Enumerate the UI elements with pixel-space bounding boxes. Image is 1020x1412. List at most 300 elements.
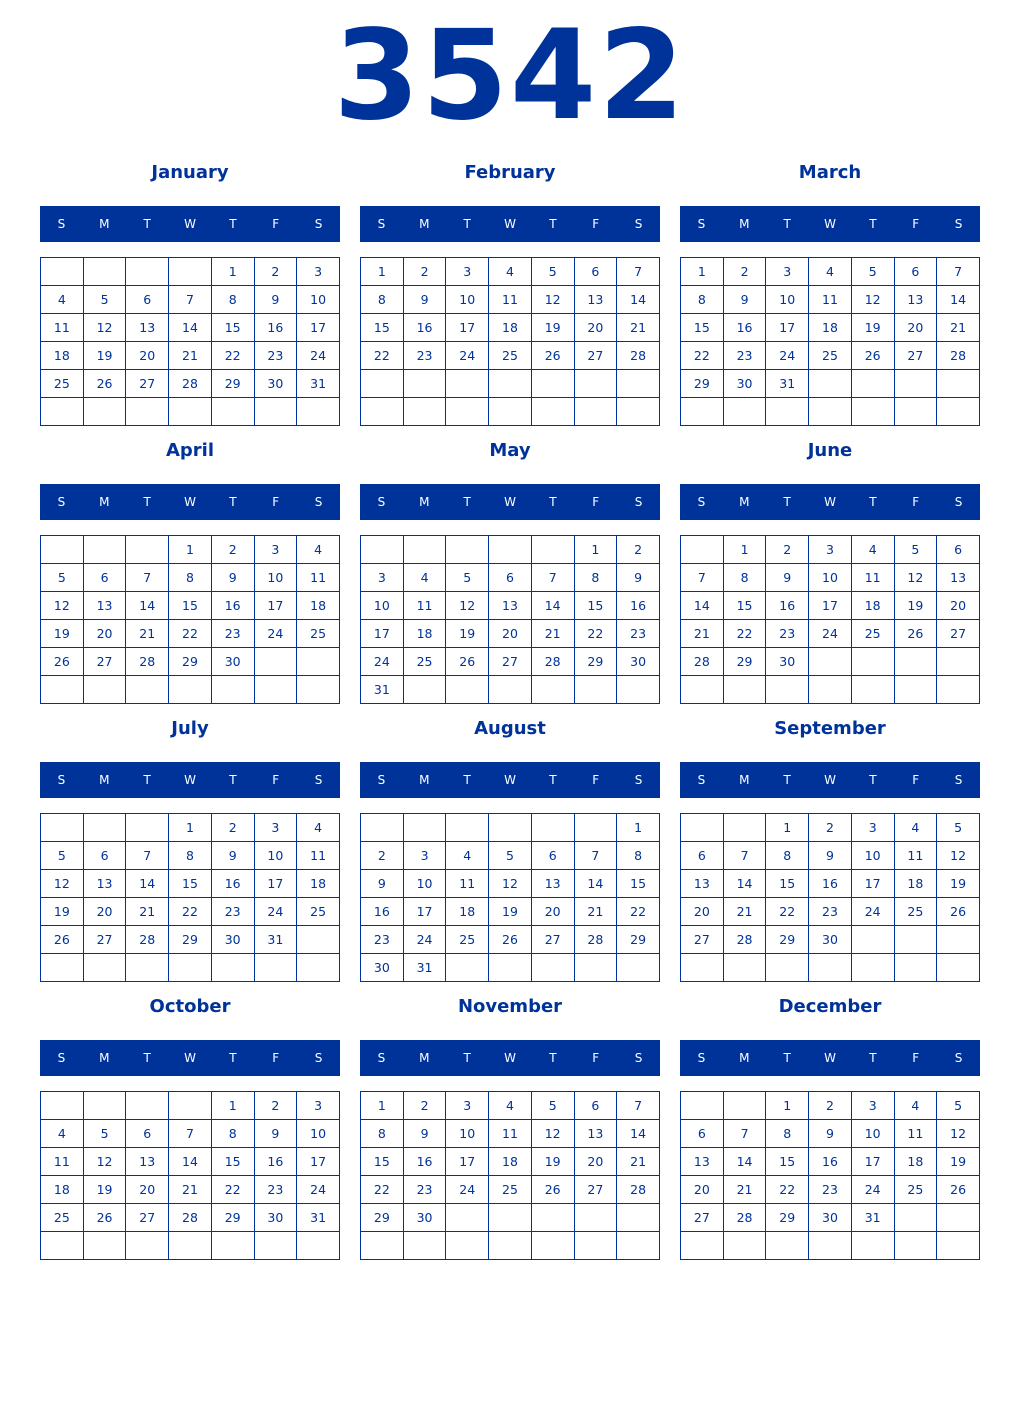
day-cell: 6 — [126, 1120, 169, 1148]
day-cell: 5 — [489, 842, 532, 870]
day-cell: 14 — [617, 286, 660, 314]
weekday-label: T — [143, 217, 151, 231]
day-cell: 21 — [723, 1176, 766, 1204]
weekday-label: S — [697, 217, 706, 231]
day-cell: 17 — [297, 314, 340, 342]
weekday-label: M — [99, 495, 110, 509]
day-cell: 7 — [681, 564, 724, 592]
empty-cell — [83, 676, 126, 704]
weekday-label: T — [783, 495, 791, 509]
day-cell: 28 — [169, 1204, 212, 1232]
day-cell: 15 — [361, 314, 404, 342]
week-row — [361, 814, 660, 842]
day-cell: 19 — [83, 342, 126, 370]
empty-cell — [851, 954, 894, 982]
weekday-label: T — [549, 1051, 557, 1065]
day-cell: 15 — [723, 592, 766, 620]
day-cell: 22 — [681, 342, 724, 370]
day-cell: 22 — [169, 620, 212, 648]
day-cell: 23 — [403, 342, 446, 370]
day-cell: 25 — [403, 648, 446, 676]
week-row — [41, 536, 340, 564]
empty-cell — [297, 926, 340, 954]
empty-cell — [83, 1092, 126, 1120]
empty-cell — [361, 814, 404, 842]
day-cell: 4 — [894, 814, 937, 842]
weekday-label: M — [419, 495, 430, 509]
empty-cell — [361, 1232, 404, 1260]
day-cell: 13 — [126, 1148, 169, 1176]
day-cell: 3 — [851, 814, 894, 842]
day-cell: 3 — [446, 1092, 489, 1120]
weekday-label: T — [869, 1051, 877, 1065]
day-cell: 1 — [361, 1092, 404, 1120]
day-cell: 4 — [489, 258, 532, 286]
empty-cell — [83, 954, 126, 982]
weekday-label: S — [57, 495, 66, 509]
weekday-label: S — [697, 1051, 706, 1065]
empty-cell — [681, 814, 724, 842]
day-cell: 19 — [894, 592, 937, 620]
weekday-label: S — [954, 217, 963, 231]
weekday-header — [680, 206, 980, 242]
day-cell: 6 — [489, 564, 532, 592]
weekday-label: F — [592, 217, 600, 231]
weekday-label: F — [272, 217, 280, 231]
week-row — [361, 620, 660, 648]
day-cell: 14 — [169, 1148, 212, 1176]
empty-cell — [894, 398, 937, 426]
day-cell: 12 — [41, 592, 84, 620]
day-cell: 17 — [446, 1148, 489, 1176]
weekday-label: F — [272, 495, 280, 509]
day-cell: 29 — [169, 926, 212, 954]
day-grid — [40, 1091, 340, 1260]
empty-cell — [361, 370, 404, 398]
day-cell: 15 — [211, 1148, 254, 1176]
day-cell: 14 — [723, 870, 766, 898]
weekday-label: S — [697, 495, 706, 509]
day-cell: 30 — [211, 648, 254, 676]
day-cell: 24 — [851, 898, 894, 926]
week-row — [41, 342, 340, 370]
empty-cell — [766, 1232, 809, 1260]
day-cell: 17 — [809, 592, 852, 620]
day-cell: 6 — [574, 1092, 617, 1120]
day-cell: 9 — [254, 286, 297, 314]
day-cell: 27 — [83, 648, 126, 676]
day-cell: 5 — [937, 814, 980, 842]
week-row — [361, 1120, 660, 1148]
week-row — [361, 842, 660, 870]
empty-cell — [531, 398, 574, 426]
day-cell: 20 — [937, 592, 980, 620]
day-cell: 4 — [403, 564, 446, 592]
day-cell: 25 — [851, 620, 894, 648]
day-cell: 15 — [766, 870, 809, 898]
weekday-label: W — [504, 1051, 516, 1065]
empty-cell — [489, 814, 532, 842]
day-cell: 31 — [403, 954, 446, 982]
empty-cell — [574, 398, 617, 426]
weekday-label: F — [912, 495, 920, 509]
empty-cell — [169, 1232, 212, 1260]
week-row — [681, 648, 980, 676]
day-cell: 25 — [489, 1176, 532, 1204]
day-cell: 19 — [937, 870, 980, 898]
empty-cell — [211, 676, 254, 704]
week-row — [361, 870, 660, 898]
empty-cell — [531, 536, 574, 564]
empty-cell — [937, 926, 980, 954]
day-cell: 9 — [723, 286, 766, 314]
day-cell: 8 — [766, 842, 809, 870]
day-cell: 29 — [723, 648, 766, 676]
day-cell: 19 — [531, 1148, 574, 1176]
day-cell: 8 — [169, 842, 212, 870]
weekday-label: S — [57, 1051, 66, 1065]
day-cell: 31 — [851, 1204, 894, 1232]
day-cell: 19 — [83, 1176, 126, 1204]
month-name: February — [464, 162, 556, 183]
day-cell: 18 — [894, 870, 937, 898]
day-cell: 20 — [894, 314, 937, 342]
day-cell: 14 — [937, 286, 980, 314]
empty-cell — [83, 1232, 126, 1260]
day-cell: 28 — [937, 342, 980, 370]
day-cell: 26 — [851, 342, 894, 370]
empty-cell — [41, 1232, 84, 1260]
day-cell: 20 — [531, 898, 574, 926]
day-cell: 24 — [403, 926, 446, 954]
empty-cell — [126, 1232, 169, 1260]
day-cell: 25 — [297, 620, 340, 648]
empty-cell — [681, 398, 724, 426]
week-row — [681, 370, 980, 398]
day-cell: 23 — [766, 620, 809, 648]
weekday-label: F — [592, 495, 600, 509]
weekday-label: F — [912, 773, 920, 787]
day-cell: 11 — [297, 842, 340, 870]
weekday-header — [360, 762, 660, 798]
weekday-label: W — [824, 217, 836, 231]
day-cell: 22 — [211, 1176, 254, 1204]
day-cell: 27 — [83, 926, 126, 954]
day-cell: 13 — [681, 1148, 724, 1176]
day-cell: 5 — [531, 258, 574, 286]
week-row — [41, 1204, 340, 1232]
empty-cell — [681, 1232, 724, 1260]
day-cell: 16 — [254, 1148, 297, 1176]
day-cell: 28 — [126, 926, 169, 954]
day-cell: 6 — [531, 842, 574, 870]
week-row — [361, 676, 660, 704]
day-cell: 20 — [681, 1176, 724, 1204]
day-cell: 13 — [83, 592, 126, 620]
day-cell: 28 — [617, 1176, 660, 1204]
weekday-header — [40, 484, 340, 520]
day-cell: 19 — [851, 314, 894, 342]
weekday-label: T — [549, 495, 557, 509]
empty-cell — [446, 1204, 489, 1232]
empty-cell — [126, 258, 169, 286]
day-cell: 17 — [254, 592, 297, 620]
week-row — [41, 1176, 340, 1204]
day-cell: 20 — [489, 620, 532, 648]
day-cell: 3 — [254, 536, 297, 564]
weekday-label: F — [912, 1051, 920, 1065]
day-cell: 15 — [211, 314, 254, 342]
day-cell: 30 — [809, 1204, 852, 1232]
day-cell: 18 — [41, 1176, 84, 1204]
week-row — [681, 842, 980, 870]
empty-cell — [531, 814, 574, 842]
day-cell: 7 — [937, 258, 980, 286]
day-cell: 2 — [361, 842, 404, 870]
day-cell: 29 — [211, 370, 254, 398]
weekday-label: T — [783, 773, 791, 787]
day-cell: 6 — [83, 842, 126, 870]
day-cell: 5 — [41, 564, 84, 592]
weekday-label: W — [184, 217, 196, 231]
empty-cell — [489, 1232, 532, 1260]
week-row — [681, 1148, 980, 1176]
weekday-label: T — [463, 773, 471, 787]
week-row — [681, 954, 980, 982]
day-cell: 8 — [723, 564, 766, 592]
weekday-label: M — [739, 217, 750, 231]
empty-cell — [809, 954, 852, 982]
weekday-label: F — [272, 1051, 280, 1065]
day-cell: 3 — [766, 258, 809, 286]
day-cell: 5 — [83, 1120, 126, 1148]
day-cell: 2 — [766, 536, 809, 564]
day-cell: 30 — [617, 648, 660, 676]
day-cell: 9 — [361, 870, 404, 898]
day-cell: 28 — [574, 926, 617, 954]
day-cell: 27 — [489, 648, 532, 676]
empty-cell — [531, 1232, 574, 1260]
day-cell: 21 — [681, 620, 724, 648]
weekday-label: S — [697, 773, 706, 787]
empty-cell — [574, 814, 617, 842]
day-cell: 4 — [446, 842, 489, 870]
empty-cell — [297, 648, 340, 676]
day-cell: 28 — [723, 1204, 766, 1232]
day-cell: 12 — [531, 1120, 574, 1148]
day-cell: 21 — [169, 342, 212, 370]
weekday-label: S — [634, 495, 643, 509]
week-row — [41, 258, 340, 286]
empty-cell — [126, 536, 169, 564]
empty-cell — [574, 1204, 617, 1232]
week-row — [681, 1092, 980, 1120]
empty-cell — [937, 648, 980, 676]
week-row — [681, 592, 980, 620]
weekday-label: T — [143, 773, 151, 787]
empty-cell — [446, 814, 489, 842]
day-cell: 1 — [617, 814, 660, 842]
day-cell: 10 — [297, 286, 340, 314]
day-cell: 26 — [83, 370, 126, 398]
month-name: June — [807, 440, 853, 461]
day-cell: 16 — [254, 314, 297, 342]
day-cell: 8 — [361, 1120, 404, 1148]
day-cell: 13 — [681, 870, 724, 898]
day-cell: 18 — [809, 314, 852, 342]
week-row — [361, 342, 660, 370]
day-cell: 12 — [41, 870, 84, 898]
day-cell: 23 — [617, 620, 660, 648]
day-cell: 21 — [723, 898, 766, 926]
day-cell: 20 — [83, 898, 126, 926]
weekday-label: W — [824, 1051, 836, 1065]
day-cell: 9 — [617, 564, 660, 592]
empty-cell — [617, 1204, 660, 1232]
week-row — [41, 370, 340, 398]
day-cell: 22 — [211, 342, 254, 370]
month-name: January — [151, 162, 229, 183]
day-cell: 5 — [937, 1092, 980, 1120]
month-name: November — [457, 996, 563, 1017]
empty-cell — [41, 814, 84, 842]
empty-cell — [809, 648, 852, 676]
empty-cell — [617, 1232, 660, 1260]
empty-cell — [83, 398, 126, 426]
empty-cell — [766, 954, 809, 982]
weekday-label: W — [504, 217, 516, 231]
day-grid — [360, 535, 660, 704]
empty-cell — [894, 954, 937, 982]
day-grid — [40, 813, 340, 982]
day-cell: 16 — [361, 898, 404, 926]
day-cell: 4 — [297, 814, 340, 842]
day-cell: 29 — [681, 370, 724, 398]
day-cell: 16 — [809, 1148, 852, 1176]
day-cell: 10 — [851, 1120, 894, 1148]
week-row — [361, 592, 660, 620]
day-cell: 3 — [297, 258, 340, 286]
weekday-label: W — [824, 773, 836, 787]
day-cell: 3 — [446, 258, 489, 286]
weekday-label: M — [99, 217, 110, 231]
day-cell: 3 — [809, 536, 852, 564]
weekday-label: M — [99, 773, 110, 787]
empty-cell — [894, 676, 937, 704]
weekday-label: W — [184, 495, 196, 509]
empty-cell — [169, 1092, 212, 1120]
day-cell: 11 — [894, 1120, 937, 1148]
day-cell: 27 — [126, 370, 169, 398]
day-cell: 23 — [254, 1176, 297, 1204]
week-row — [41, 1092, 340, 1120]
day-cell: 28 — [723, 926, 766, 954]
empty-cell — [894, 926, 937, 954]
empty-cell — [574, 954, 617, 982]
weekday-header — [360, 206, 660, 242]
day-cell: 24 — [766, 342, 809, 370]
day-cell: 5 — [894, 536, 937, 564]
week-row — [41, 1120, 340, 1148]
day-cell: 31 — [766, 370, 809, 398]
day-cell: 29 — [169, 648, 212, 676]
day-cell: 2 — [617, 536, 660, 564]
day-grid — [360, 1091, 660, 1260]
weekday-label: T — [549, 217, 557, 231]
day-cell: 24 — [446, 1176, 489, 1204]
week-row — [41, 926, 340, 954]
day-cell: 14 — [126, 592, 169, 620]
day-cell: 4 — [489, 1092, 532, 1120]
week-row — [681, 1232, 980, 1260]
empty-cell — [851, 398, 894, 426]
day-cell: 22 — [361, 1176, 404, 1204]
day-cell: 25 — [894, 1176, 937, 1204]
empty-cell — [937, 1232, 980, 1260]
day-cell: 29 — [617, 926, 660, 954]
empty-cell — [126, 814, 169, 842]
weekday-label: S — [314, 217, 323, 231]
empty-cell — [297, 954, 340, 982]
empty-cell — [403, 814, 446, 842]
day-cell: 23 — [211, 620, 254, 648]
week-row — [681, 536, 980, 564]
week-row — [361, 1204, 660, 1232]
month-name: September — [774, 718, 886, 739]
day-cell: 18 — [403, 620, 446, 648]
empty-cell — [403, 536, 446, 564]
day-cell: 22 — [361, 342, 404, 370]
weekday-label: S — [377, 773, 386, 787]
week-row — [41, 898, 340, 926]
day-cell: 31 — [254, 926, 297, 954]
weekday-label: T — [869, 217, 877, 231]
empty-cell — [574, 1232, 617, 1260]
empty-cell — [723, 814, 766, 842]
day-cell: 11 — [489, 1120, 532, 1148]
day-cell: 20 — [126, 342, 169, 370]
week-row — [681, 926, 980, 954]
day-cell: 5 — [41, 842, 84, 870]
day-cell: 21 — [617, 1148, 660, 1176]
weekday-header — [40, 206, 340, 242]
week-row — [681, 1176, 980, 1204]
empty-cell — [617, 370, 660, 398]
day-cell: 24 — [446, 342, 489, 370]
day-cell: 13 — [126, 314, 169, 342]
day-cell: 14 — [574, 870, 617, 898]
day-cell: 3 — [851, 1092, 894, 1120]
day-cell: 12 — [83, 314, 126, 342]
day-cell: 20 — [574, 1148, 617, 1176]
empty-cell — [489, 370, 532, 398]
day-cell: 28 — [169, 370, 212, 398]
empty-cell — [937, 676, 980, 704]
day-cell: 23 — [403, 1176, 446, 1204]
empty-cell — [254, 648, 297, 676]
empty-cell — [169, 954, 212, 982]
day-cell: 19 — [531, 314, 574, 342]
day-cell: 2 — [211, 814, 254, 842]
empty-cell — [851, 676, 894, 704]
week-row — [361, 286, 660, 314]
day-cell: 26 — [937, 898, 980, 926]
day-cell: 8 — [361, 286, 404, 314]
month-name: May — [489, 440, 531, 461]
day-cell: 12 — [489, 870, 532, 898]
day-cell: 14 — [531, 592, 574, 620]
day-cell: 13 — [937, 564, 980, 592]
